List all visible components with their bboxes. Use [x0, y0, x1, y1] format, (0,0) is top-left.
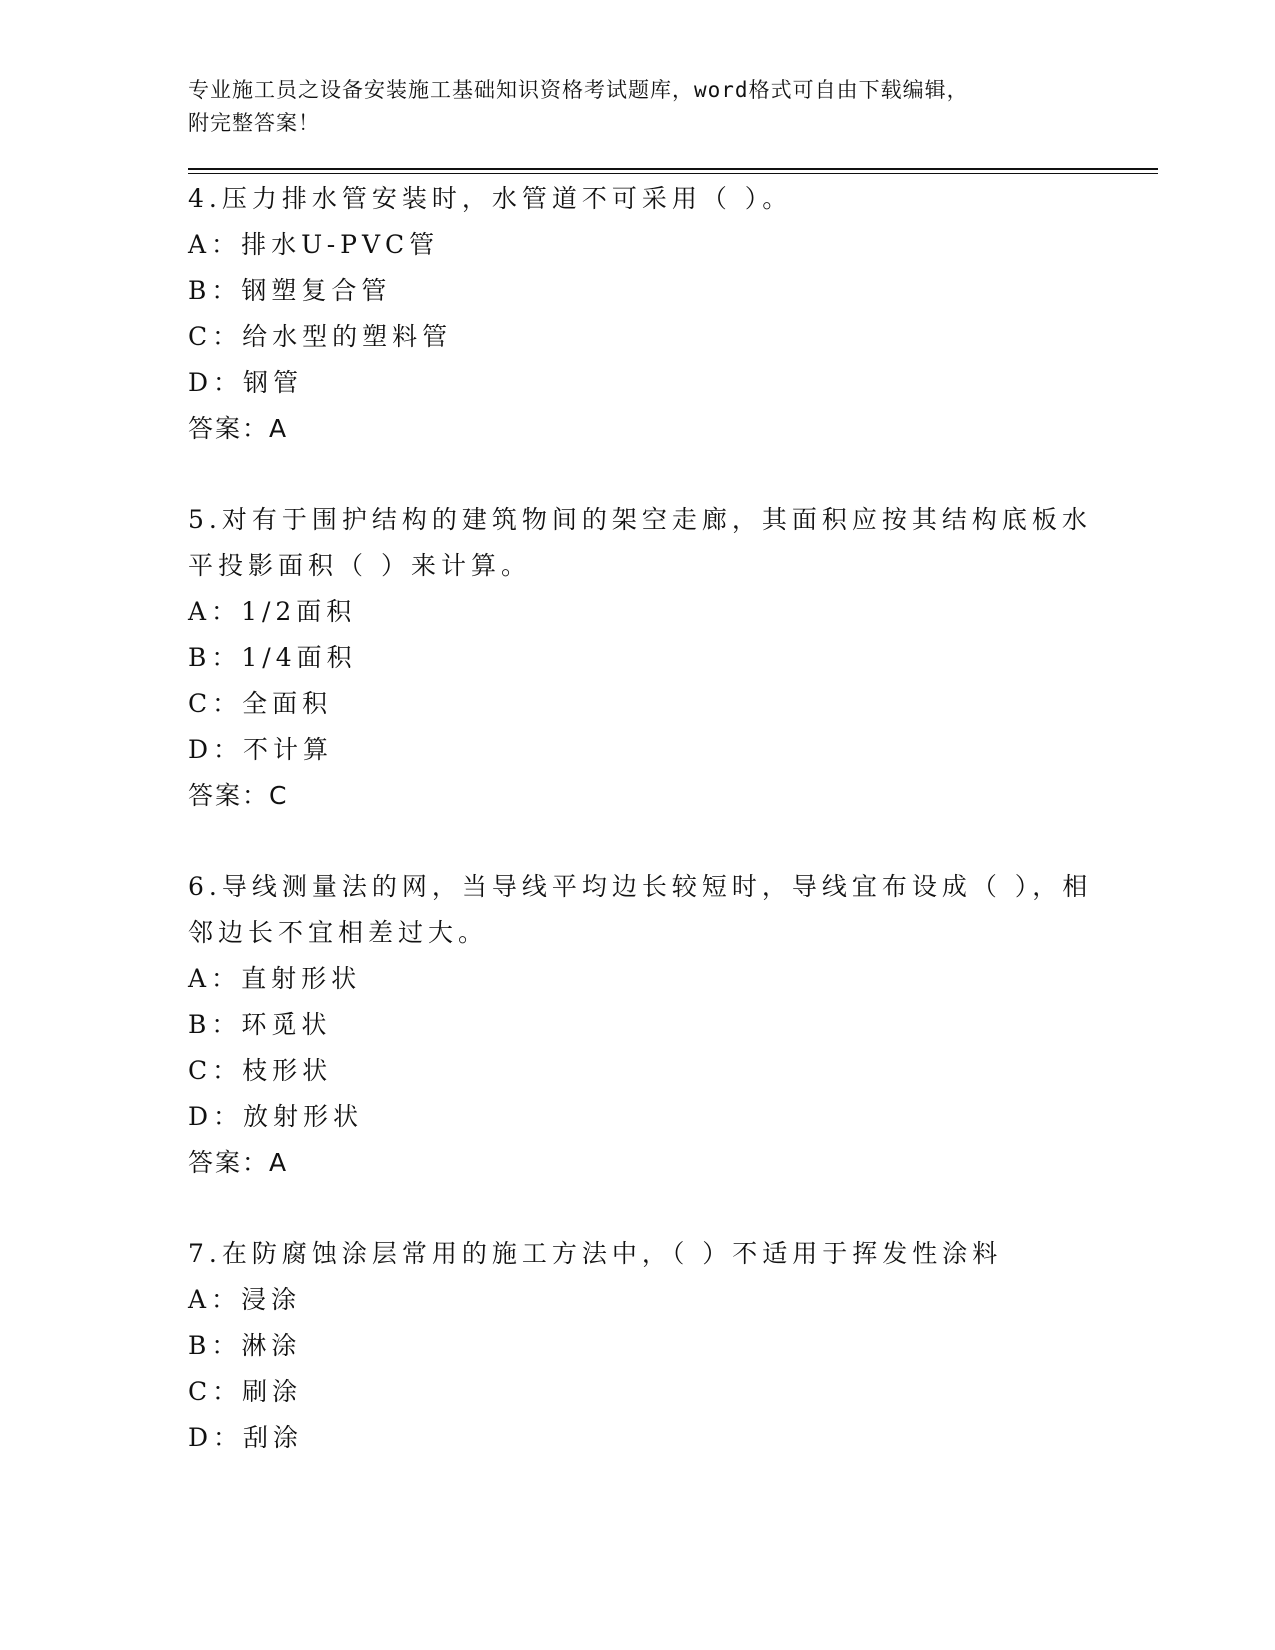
- option-b: [188, 1323, 1158, 1369]
- document-page: [188, 74, 1158, 1506]
- option-a: [188, 956, 1158, 1002]
- option-text: 全面积: [242, 689, 333, 718]
- option-text: 直射形状: [241, 964, 362, 993]
- option-key: C：: [188, 322, 243, 351]
- header-divider-thin: [188, 173, 1158, 174]
- question-6: [188, 864, 1158, 1186]
- option-d: [188, 727, 1158, 773]
- answer-label: 答案：A: [188, 414, 289, 443]
- question-stem-line-2: 平投影面积（ ）来计算。: [188, 551, 531, 580]
- option-key: C：: [188, 1056, 243, 1085]
- option-d: [188, 360, 1158, 406]
- question-stem-line-1: 7.在防腐蚀涂层常用的施工方法中，（ ）不适用于挥发性涂料: [188, 1239, 1003, 1268]
- option-text: 淋涂: [241, 1331, 302, 1360]
- option-key: D：: [188, 1423, 244, 1452]
- option-text: 排水U-PVC管: [241, 230, 440, 259]
- header-line-2: 附完整答案！: [188, 111, 320, 135]
- option-text: 刮涂: [243, 1423, 304, 1452]
- option-b: [188, 635, 1158, 681]
- option-text: 给水型的塑料管: [242, 322, 453, 351]
- question-7: [188, 1231, 1158, 1461]
- option-a: [188, 1277, 1158, 1323]
- question-stem-line-1: 5.对有于围护结构的建筑物间的架空走廊，其面积应按其结构底板水: [188, 505, 1092, 534]
- option-text: 枝形状: [242, 1056, 333, 1085]
- question-stem-line-1: 4.压力排水管安装时，水管道不可采用（ ）。: [188, 184, 793, 213]
- option-key: A：: [188, 964, 242, 993]
- answer-label: 答案：A: [188, 1148, 289, 1177]
- option-key: B：: [188, 1010, 242, 1039]
- option-c: [188, 1048, 1158, 1094]
- option-text: 不计算: [243, 735, 334, 764]
- option-b: [188, 268, 1158, 314]
- question-stem-line-1: 6.导线测量法的网，当导线平均边长较短时，导线宜布设成（ ），相: [188, 872, 1093, 901]
- question-stem: [188, 176, 1088, 222]
- option-key: B：: [188, 276, 242, 305]
- header-divider-thick: [188, 168, 1158, 170]
- question-4: [188, 176, 1158, 452]
- option-text: 放射形状: [243, 1102, 364, 1131]
- option-c: [188, 1369, 1158, 1415]
- option-text: 1/4面积: [241, 643, 357, 672]
- header-line-1: 专业施工员之设备安装施工基础知识资格考试题库，word格式可自由下载编辑，: [188, 78, 969, 102]
- option-d: [188, 1094, 1158, 1140]
- option-key: B：: [188, 1331, 242, 1360]
- option-key: D：: [188, 368, 244, 397]
- option-b: [188, 1002, 1158, 1048]
- option-text: 浸涂: [241, 1285, 302, 1314]
- answer-label: 答案：C: [188, 781, 289, 810]
- question-list: [188, 176, 1158, 1461]
- option-d: [188, 1415, 1158, 1461]
- option-text: 刷涂: [242, 1377, 303, 1406]
- option-text: 钢管: [243, 368, 304, 397]
- option-key: C：: [188, 689, 243, 718]
- option-text: 钢塑复合管: [241, 276, 392, 305]
- option-key: A：: [188, 1285, 242, 1314]
- document-header: [188, 74, 1158, 140]
- option-text: 1/2面积: [241, 597, 357, 626]
- option-c: [188, 681, 1158, 727]
- option-key: D：: [188, 1102, 244, 1131]
- option-key: D：: [188, 735, 244, 764]
- option-key: A：: [188, 597, 242, 626]
- option-a: [188, 589, 1158, 635]
- option-c: [188, 314, 1158, 360]
- question-5: [188, 497, 1158, 819]
- option-a: [188, 222, 1158, 268]
- option-key: B：: [188, 643, 242, 672]
- option-key: C：: [188, 1377, 243, 1406]
- option-key: A：: [188, 230, 242, 259]
- option-text: 环觅状: [241, 1010, 332, 1039]
- question-stem-line-2: 邻边长不宜相差过大。: [188, 918, 489, 947]
